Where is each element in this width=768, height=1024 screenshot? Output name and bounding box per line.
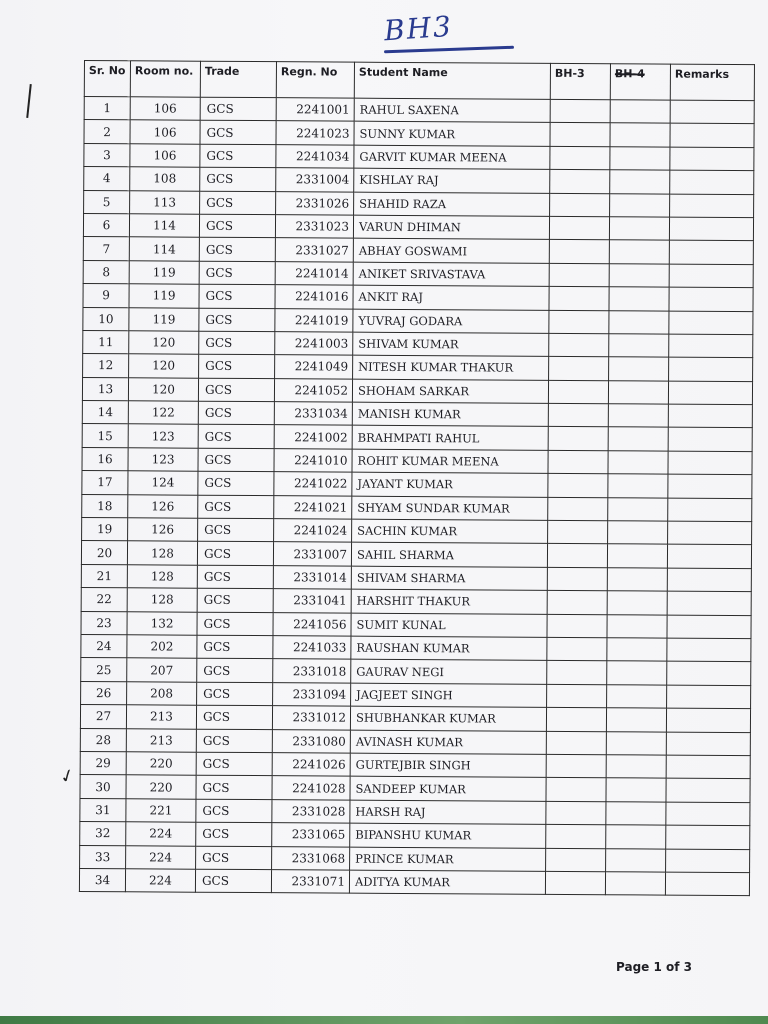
cell-room-no: 123 <box>128 424 198 448</box>
cell-sr-no: 25 <box>81 658 127 682</box>
cell-sr-no: 20 <box>81 541 127 565</box>
cell-remarks <box>667 568 751 592</box>
cell-regn-no: 2331014 <box>273 565 351 589</box>
cell-trade: GCS <box>196 846 272 870</box>
header-bh4-struck: BH-4 <box>610 64 670 100</box>
cell-trade: GCS <box>195 869 271 893</box>
cell-trade: GCS <box>199 214 275 238</box>
cell-bh4 <box>607 638 667 662</box>
cell-bh4 <box>606 848 666 872</box>
margin-pen-mark <box>26 84 32 118</box>
cell-student-name: SAHIL SHARMA <box>351 543 547 568</box>
cell-regn-no: 2331071 <box>271 870 349 894</box>
cell-trade: GCS <box>198 495 274 519</box>
header-trade: Trade <box>200 61 276 97</box>
cell-room-no: 106 <box>130 120 200 144</box>
cell-bh4 <box>608 427 668 451</box>
cell-bh3 <box>550 99 610 123</box>
cell-trade: GCS <box>199 308 275 332</box>
cell-trade: GCS <box>199 238 275 262</box>
cell-remarks <box>670 194 754 218</box>
cell-sr-no: 12 <box>83 354 129 378</box>
cell-room-no: 224 <box>126 845 196 869</box>
cell-bh3 <box>550 146 610 170</box>
cell-student-name: GAURAV NEGI <box>351 660 547 685</box>
cell-room-no: 120 <box>128 377 198 401</box>
cell-bh3 <box>548 380 608 404</box>
cell-sr-no: 15 <box>82 424 128 448</box>
header-sr-no: Sr. No <box>84 61 130 97</box>
cell-sr-no: 2 <box>84 120 130 144</box>
cell-regn-no: 2241001 <box>276 98 354 122</box>
cell-regn-no: 2331094 <box>273 682 351 706</box>
cell-student-name: SACHIN KUMAR <box>352 519 548 544</box>
header-student-name: Student Name <box>354 62 550 99</box>
cell-room-no: 123 <box>128 448 198 472</box>
cell-regn-no: 2331041 <box>273 589 351 613</box>
cell-room-no: 119 <box>129 261 199 285</box>
cell-remarks <box>669 240 753 264</box>
cell-trade: GCS <box>197 588 273 612</box>
cell-bh3 <box>547 567 607 591</box>
cell-bh3 <box>550 123 610 147</box>
cell-sr-no: 17 <box>82 471 128 495</box>
cell-sr-no: 1 <box>84 97 130 121</box>
cell-trade: GCS <box>196 799 272 823</box>
cell-remarks <box>667 544 751 568</box>
cell-room-no: 224 <box>126 822 196 846</box>
cell-sr-no: 32 <box>80 822 126 846</box>
cell-trade: GCS <box>198 448 274 472</box>
cell-room-no: 122 <box>128 401 198 425</box>
cell-student-name: MANISH KUMAR <box>352 402 548 427</box>
cell-bh4 <box>605 872 665 896</box>
cell-bh3 <box>550 193 610 217</box>
cell-regn-no: 2241022 <box>274 472 352 496</box>
cell-student-name: SHYAM SUNDAR KUMAR <box>352 496 548 521</box>
cell-remarks <box>669 287 753 311</box>
cell-trade: GCS <box>197 659 273 683</box>
cell-sr-no: 18 <box>82 494 128 518</box>
cell-room-no: 128 <box>127 565 197 589</box>
cell-trade: GCS <box>200 167 276 191</box>
header-room-no: Room no. <box>130 61 200 97</box>
cell-sr-no: 21 <box>81 564 127 588</box>
cell-remarks <box>669 334 753 358</box>
cell-regn-no: 2331034 <box>274 402 352 426</box>
cell-sr-no: 8 <box>83 260 129 284</box>
cell-room-no: 221 <box>126 798 196 822</box>
cell-sr-no: 14 <box>82 401 128 425</box>
cell-trade: GCS <box>198 401 274 425</box>
cell-sr-no: 27 <box>80 705 126 729</box>
cell-remarks <box>670 100 754 124</box>
cell-bh4 <box>609 263 669 287</box>
cell-room-no: 128 <box>127 541 197 565</box>
header-regn-no: Regn. No <box>276 62 354 98</box>
cell-bh3 <box>549 240 609 264</box>
cell-remarks <box>668 428 752 452</box>
cell-bh4 <box>609 310 669 334</box>
cell-room-no: 213 <box>126 728 196 752</box>
cell-sr-no: 13 <box>82 377 128 401</box>
cell-room-no: 207 <box>127 658 197 682</box>
cell-bh3 <box>549 333 609 357</box>
cell-bh4 <box>609 287 669 311</box>
cell-remarks <box>667 615 751 639</box>
cell-bh4 <box>606 801 666 825</box>
cell-student-name: RAUSHAN KUMAR <box>351 636 547 661</box>
student-table <box>79 60 755 896</box>
cell-student-name: ANKIT RAJ <box>353 285 549 310</box>
cell-bh3 <box>548 450 608 474</box>
cell-trade: GCS <box>200 191 276 215</box>
cell-room-no: 128 <box>127 588 197 612</box>
cell-room-no: 126 <box>128 518 198 542</box>
cell-remarks <box>666 778 750 802</box>
cell-bh4 <box>607 614 667 638</box>
cell-student-name: RAHUL SAXENA <box>354 98 550 123</box>
cell-room-no: 119 <box>129 307 199 331</box>
student-list-sheet <box>79 60 754 896</box>
cell-bh4 <box>606 825 666 849</box>
cell-room-no: 119 <box>129 284 199 308</box>
cell-remarks <box>669 357 753 381</box>
cell-student-name: YUVRAJ GODARA <box>353 309 549 334</box>
cell-bh4 <box>606 755 666 779</box>
cell-student-name: AVINASH KUMAR <box>350 730 546 755</box>
cell-room-no: 113 <box>130 190 200 214</box>
cell-student-name: SHIVAM SHARMA <box>351 566 547 591</box>
cell-regn-no: 2241033 <box>273 636 351 660</box>
cell-bh4 <box>609 217 669 241</box>
cell-sr-no: 9 <box>83 284 129 308</box>
cell-sr-no: 19 <box>82 518 128 542</box>
cell-remarks <box>667 661 751 685</box>
cell-bh4 <box>609 357 669 381</box>
cell-remarks <box>666 802 750 826</box>
cell-trade: GCS <box>199 355 275 379</box>
cell-bh3 <box>549 310 609 334</box>
cell-bh4 <box>607 684 667 708</box>
table-header-row <box>84 61 754 101</box>
cell-room-no: 120 <box>129 331 199 355</box>
cell-remarks <box>670 170 754 194</box>
cell-remarks <box>668 404 752 428</box>
cell-bh3 <box>546 731 606 755</box>
cell-sr-no: 11 <box>83 330 129 354</box>
cell-bh3 <box>546 778 606 802</box>
cell-sr-no: 7 <box>83 237 129 261</box>
cell-regn-no: 2331007 <box>273 542 351 566</box>
cell-sr-no: 22 <box>81 588 127 612</box>
cell-student-name: ANIKET SRIVASTAVA <box>353 262 549 287</box>
cell-regn-no: 2241034 <box>276 144 354 168</box>
cell-bh4 <box>607 544 667 568</box>
cell-sr-no: 26 <box>81 681 127 705</box>
cell-room-no: 208 <box>127 682 197 706</box>
cell-student-name: BRAHMPATI RAHUL <box>352 426 548 451</box>
cell-bh3 <box>547 637 607 661</box>
cell-regn-no: 2241021 <box>274 495 352 519</box>
cell-room-no: 224 <box>125 869 195 893</box>
cell-trade: GCS <box>197 612 273 636</box>
cell-remarks <box>666 732 750 756</box>
cell-student-name: HARSHIT THAKUR <box>351 589 547 614</box>
cell-student-name: ROHIT KUMAR MEENA <box>352 449 548 474</box>
cell-bh3 <box>548 497 608 521</box>
cell-trade: GCS <box>197 542 273 566</box>
cell-trade: GCS <box>199 331 275 355</box>
cell-regn-no: 2331012 <box>272 706 350 730</box>
cell-bh3 <box>549 263 609 287</box>
cell-bh3 <box>547 661 607 685</box>
cell-bh3 <box>548 427 608 451</box>
cell-remarks <box>669 217 753 241</box>
cell-room-no: 106 <box>130 144 200 168</box>
cell-sr-no: 28 <box>80 728 126 752</box>
cell-sr-no: 10 <box>83 307 129 331</box>
cell-trade: GCS <box>199 261 275 285</box>
cell-trade: GCS <box>200 144 276 168</box>
cell-regn-no: 2331028 <box>272 799 350 823</box>
cell-bh4 <box>608 404 668 428</box>
cell-remarks <box>668 498 752 522</box>
cell-regn-no: 2241019 <box>275 308 353 332</box>
cell-room-no: 114 <box>129 237 199 261</box>
cell-regn-no: 2331018 <box>273 659 351 683</box>
cell-student-name: KISHLAY RAJ <box>354 168 550 193</box>
table-row <box>79 868 749 895</box>
cell-sr-no: 31 <box>80 798 126 822</box>
cell-bh3 <box>549 357 609 381</box>
cell-remarks <box>668 474 752 498</box>
cell-bh4 <box>606 731 666 755</box>
cell-trade: GCS <box>196 729 272 753</box>
cell-student-name: GARVIT KUMAR MEENA <box>354 145 550 170</box>
cell-trade: GCS <box>196 705 272 729</box>
cell-sr-no: 4 <box>84 167 130 191</box>
cell-regn-no: 2331065 <box>272 823 350 847</box>
cell-room-no: 124 <box>128 471 198 495</box>
cell-sr-no: 34 <box>79 868 125 892</box>
cell-room-no: 132 <box>127 611 197 635</box>
cell-bh4 <box>607 661 667 685</box>
cell-sr-no: 29 <box>80 751 126 775</box>
cell-sr-no: 5 <box>84 190 130 214</box>
cell-bh3 <box>548 403 608 427</box>
cell-bh3 <box>549 286 609 310</box>
cell-bh3 <box>546 707 606 731</box>
cell-student-name: NITESH KUMAR THAKUR <box>353 355 549 380</box>
cell-student-name: SUNNY KUMAR <box>354 122 550 147</box>
cell-student-name: JAGJEET SINGH <box>351 683 547 708</box>
cell-remarks <box>667 638 751 662</box>
cell-bh3 <box>546 801 606 825</box>
cell-student-name: BIPANSHU KUMAR <box>350 823 546 848</box>
cell-student-name: HARSH RAJ <box>350 800 546 825</box>
cell-remarks <box>670 147 754 171</box>
cell-bh3 <box>550 170 610 194</box>
cell-regn-no: 2331023 <box>275 215 353 239</box>
cell-regn-no: 2241023 <box>276 121 354 145</box>
cell-room-no: 120 <box>129 354 199 378</box>
cell-bh3 <box>549 216 609 240</box>
cell-trade: GCS <box>198 518 274 542</box>
cell-remarks <box>665 872 749 896</box>
cell-bh3 <box>547 614 607 638</box>
cell-trade: GCS <box>197 565 273 589</box>
cell-regn-no: 2331027 <box>275 238 353 262</box>
cell-remarks <box>668 451 752 475</box>
cell-regn-no: 2241026 <box>272 753 350 777</box>
cell-regn-no: 2331080 <box>272 729 350 753</box>
cell-bh4 <box>607 591 667 615</box>
cell-bh4 <box>610 123 670 147</box>
cell-student-name: ADITYA KUMAR <box>349 870 545 895</box>
cell-trade: GCS <box>200 97 276 121</box>
cell-bh4 <box>608 451 668 475</box>
cell-remarks <box>666 825 750 849</box>
cell-bh4 <box>609 240 669 264</box>
header-remarks: Remarks <box>670 64 754 101</box>
cell-room-no: 202 <box>127 635 197 659</box>
cell-bh3 <box>547 544 607 568</box>
cell-bh3 <box>548 474 608 498</box>
cell-sr-no: 16 <box>82 447 128 471</box>
cell-remarks <box>669 311 753 335</box>
cell-bh3 <box>548 520 608 544</box>
cell-room-no: 220 <box>126 752 196 776</box>
cell-student-name: SANDEEP KUMAR <box>350 776 546 801</box>
cell-regn-no: 2241024 <box>274 519 352 543</box>
cell-room-no: 114 <box>129 214 199 238</box>
background-surface <box>0 1016 768 1024</box>
cell-regn-no: 2241003 <box>275 332 353 356</box>
cell-sr-no: 30 <box>80 775 126 799</box>
cell-trade: GCS <box>198 471 274 495</box>
cell-student-name: SHIVAM KUMAR <box>353 332 549 357</box>
cell-bh3 <box>547 591 607 615</box>
cell-remarks <box>666 755 750 779</box>
cell-regn-no: 2241056 <box>273 612 351 636</box>
cell-room-no: 108 <box>130 167 200 191</box>
cell-regn-no: 2241028 <box>272 776 350 800</box>
cell-student-name: SHAHID RAZA <box>354 192 550 217</box>
cell-bh3 <box>546 848 606 872</box>
cell-regn-no: 2241010 <box>274 449 352 473</box>
cell-bh4 <box>610 170 670 194</box>
cell-bh3 <box>546 754 606 778</box>
cell-student-name: GURTEJBIR SINGH <box>350 753 546 778</box>
cell-student-name: PRINCE KUMAR <box>350 847 546 872</box>
cell-regn-no: 2241016 <box>275 285 353 309</box>
cell-trade: GCS <box>198 425 274 449</box>
cell-regn-no: 2241002 <box>274 425 352 449</box>
cell-remarks <box>670 123 754 147</box>
cell-bh4 <box>609 334 669 358</box>
cell-sr-no: 33 <box>80 845 126 869</box>
cell-bh4 <box>607 568 667 592</box>
cell-sr-no: 23 <box>81 611 127 635</box>
cell-remarks <box>667 685 751 709</box>
cell-room-no: 106 <box>130 97 200 121</box>
cell-remarks <box>667 591 751 615</box>
cell-regn-no: 2331026 <box>276 191 354 215</box>
cell-regn-no: 2241049 <box>275 355 353 379</box>
cell-regn-no: 2331068 <box>272 846 350 870</box>
header-bh3: BH-3 <box>550 63 610 99</box>
cell-bh4 <box>610 193 670 217</box>
cell-bh4 <box>608 521 668 545</box>
cell-bh4 <box>606 778 666 802</box>
cell-trade: GCS <box>198 378 274 402</box>
cell-remarks <box>666 708 750 732</box>
page-number: Page 1 of 3 <box>616 960 692 974</box>
handwritten-heading: BH3 <box>382 9 454 48</box>
cell-trade: GCS <box>197 635 273 659</box>
cell-bh4 <box>610 100 670 124</box>
cell-bh3 <box>545 871 605 895</box>
cell-regn-no: 2241052 <box>274 378 352 402</box>
cell-bh4 <box>610 146 670 170</box>
cell-trade: GCS <box>197 682 273 706</box>
cell-student-name: SHUBHANKAR KUMAR <box>350 706 546 731</box>
cell-remarks <box>666 849 750 873</box>
cell-trade: GCS <box>196 776 272 800</box>
cell-student-name: SUMIT KUNAL <box>351 613 547 638</box>
cell-remarks <box>668 521 752 545</box>
cell-bh4 <box>608 497 668 521</box>
cell-bh3 <box>547 684 607 708</box>
cell-room-no: 213 <box>126 705 196 729</box>
cell-trade: GCS <box>199 284 275 308</box>
cell-student-name: JAYANT KUMAR <box>352 472 548 497</box>
cell-trade: GCS <box>200 121 276 145</box>
cell-trade: GCS <box>196 822 272 846</box>
cell-bh4 <box>606 708 666 732</box>
cell-remarks <box>668 381 752 405</box>
cell-sr-no: 24 <box>81 634 127 658</box>
cell-trade: GCS <box>196 752 272 776</box>
cell-sr-no: 6 <box>83 213 129 237</box>
cell-remarks <box>669 264 753 288</box>
cell-student-name: ABHAY GOSWAMI <box>353 238 549 263</box>
cell-bh4 <box>608 380 668 404</box>
cell-bh3 <box>546 824 606 848</box>
cell-regn-no: 2331004 <box>276 168 354 192</box>
cell-sr-no: 3 <box>84 143 130 167</box>
cell-room-no: 220 <box>126 775 196 799</box>
cell-room-no: 126 <box>128 494 198 518</box>
cell-regn-no: 2241014 <box>275 261 353 285</box>
tick-mark-icon: ✓ <box>56 764 79 789</box>
cell-bh4 <box>608 474 668 498</box>
cell-student-name: VARUN DHIMAN <box>353 215 549 240</box>
cell-student-name: SHOHAM SARKAR <box>352 379 548 404</box>
handwritten-underline <box>384 46 514 54</box>
